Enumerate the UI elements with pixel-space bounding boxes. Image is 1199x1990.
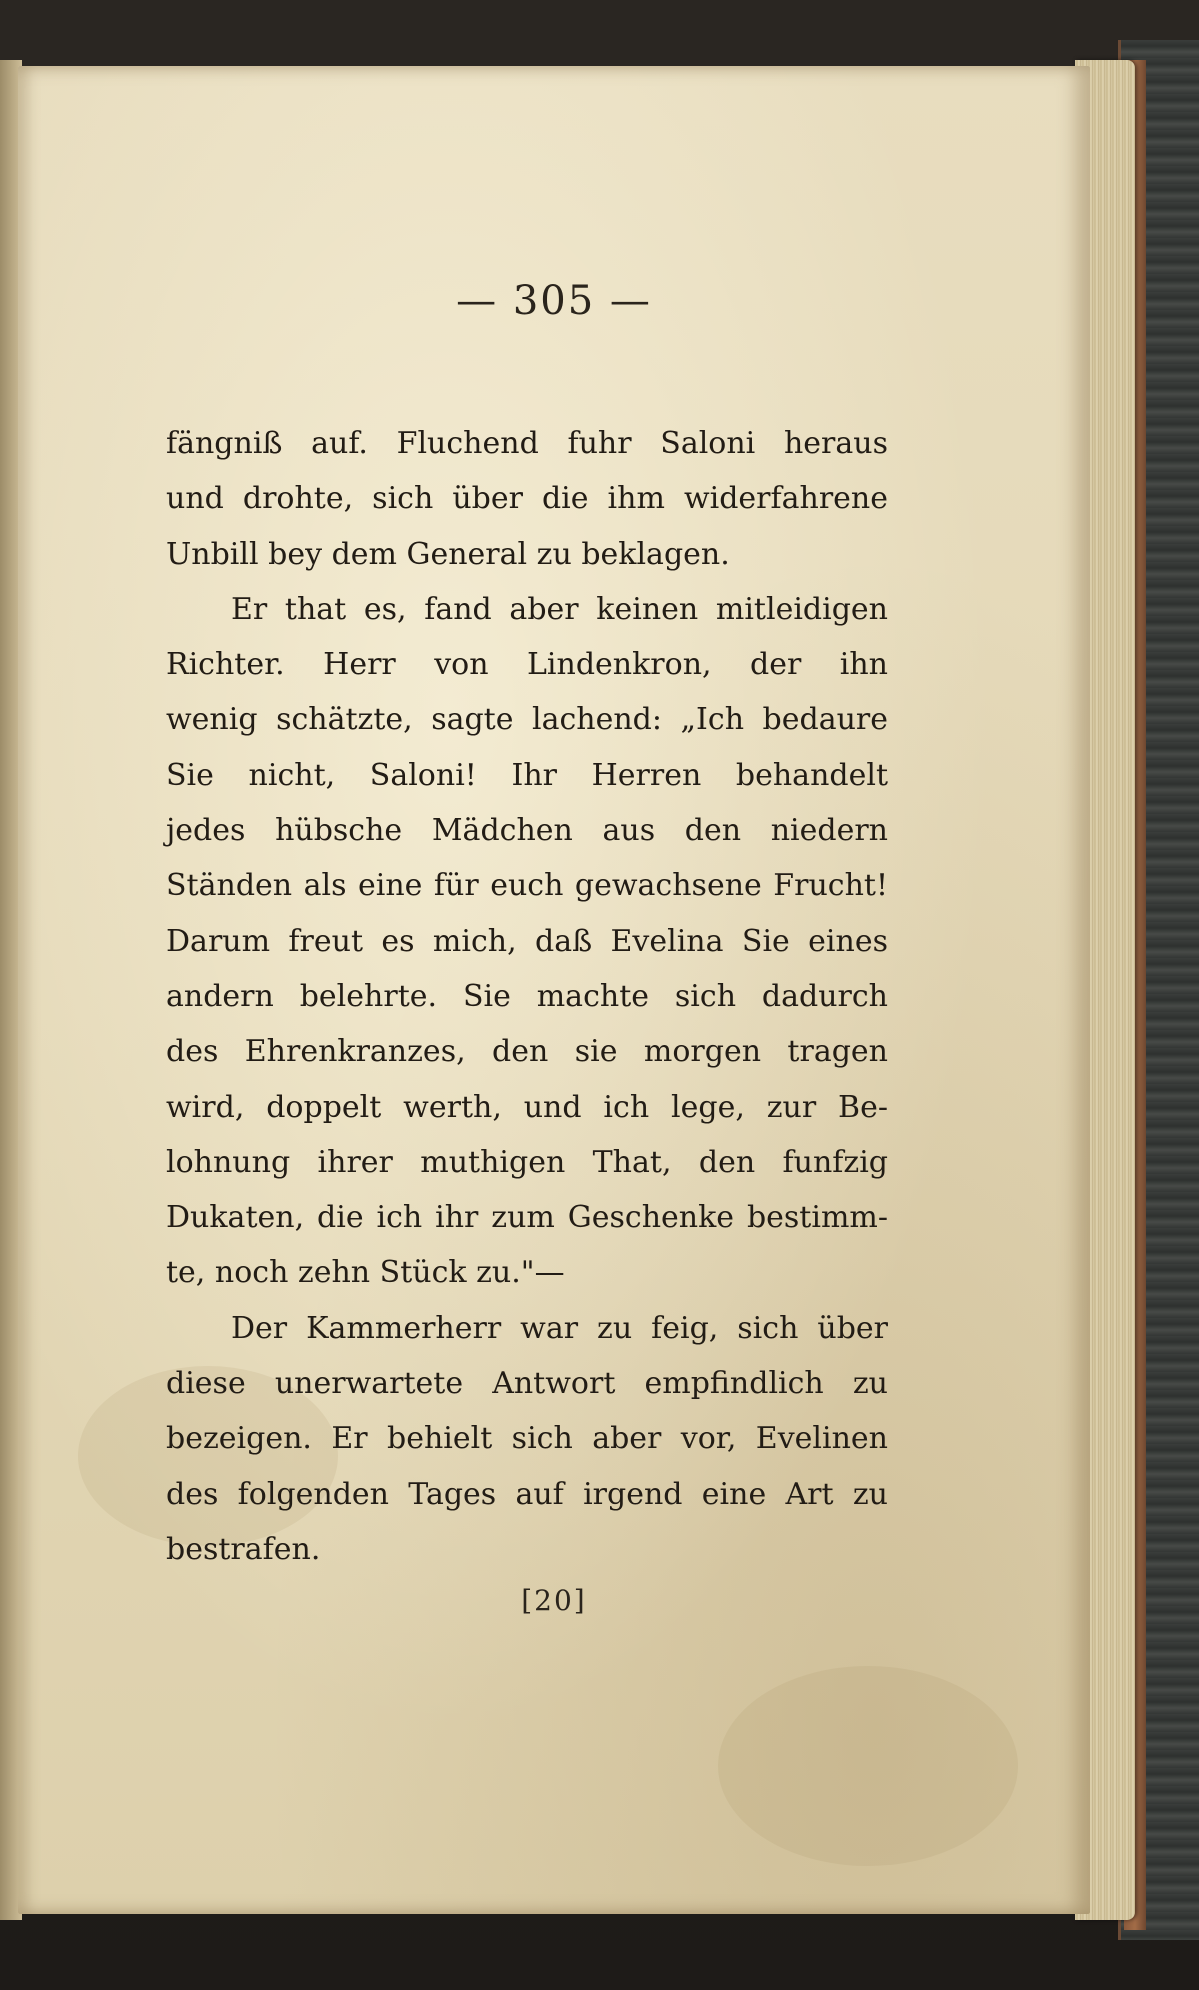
body-text xyxy=(166,416,888,1577)
text-line: wenig schätzte, sagte lachend: „Ich bedaure xyxy=(166,702,888,738)
text-line: diese unerwartete Antwort empfindlich zu xyxy=(166,1366,888,1402)
text-line: und drohte, sich über die ihm widerfahrene xyxy=(166,481,888,517)
text-line: Er that es, fand aber keinen mitleidigen xyxy=(231,591,888,627)
text-line: Der Kammerherr war zu feig, sich über xyxy=(231,1310,888,1346)
text-line: Unbill bey dem General zu beklagen. xyxy=(166,536,730,572)
text-line: Dukaten, die ich ihr zum Geschenke bestimm- xyxy=(166,1200,888,1236)
text-line: bestrafen. xyxy=(166,1531,321,1567)
page-number: — 305 — xyxy=(456,278,652,324)
book-page xyxy=(18,66,1090,1914)
signature-mark: [20] xyxy=(521,1584,587,1617)
text-line: Richter. Herr von Lindenkron, der ihn xyxy=(166,647,888,683)
text-line: fängniß auf. Fluchend fuhr Saloni heraus xyxy=(166,426,888,461)
text-line: lohnung ihrer muthigen That, den funfzig xyxy=(166,1144,888,1180)
text-line: bezeigen. Er behielt sich aber vor, Evelinen xyxy=(166,1421,888,1457)
text-line: te, noch zehn Stück zu."— xyxy=(166,1255,565,1291)
text-line: andern belehrte. Sie machte sich dadurch xyxy=(166,978,888,1014)
paper-stain xyxy=(718,1666,1018,1866)
text-line: Darum freut es mich, daß Evelina Sie eines xyxy=(166,923,888,959)
text-line: jedes hübsche Mädchen aus den niedern xyxy=(166,813,888,849)
text-line: wird, doppelt werth, und ich lege, zur Be- xyxy=(166,1089,888,1125)
text-line: Ständen als eine für euch gewachsene Frucht! xyxy=(166,868,888,904)
text-line: des Ehrenkranzes, den sie morgen tragen xyxy=(166,1034,888,1070)
text-line: Sie nicht, Saloni! Ihr Herren behandelt xyxy=(166,757,888,793)
text-line: des folgenden Tages auf irgend eine Art zu xyxy=(166,1476,888,1512)
